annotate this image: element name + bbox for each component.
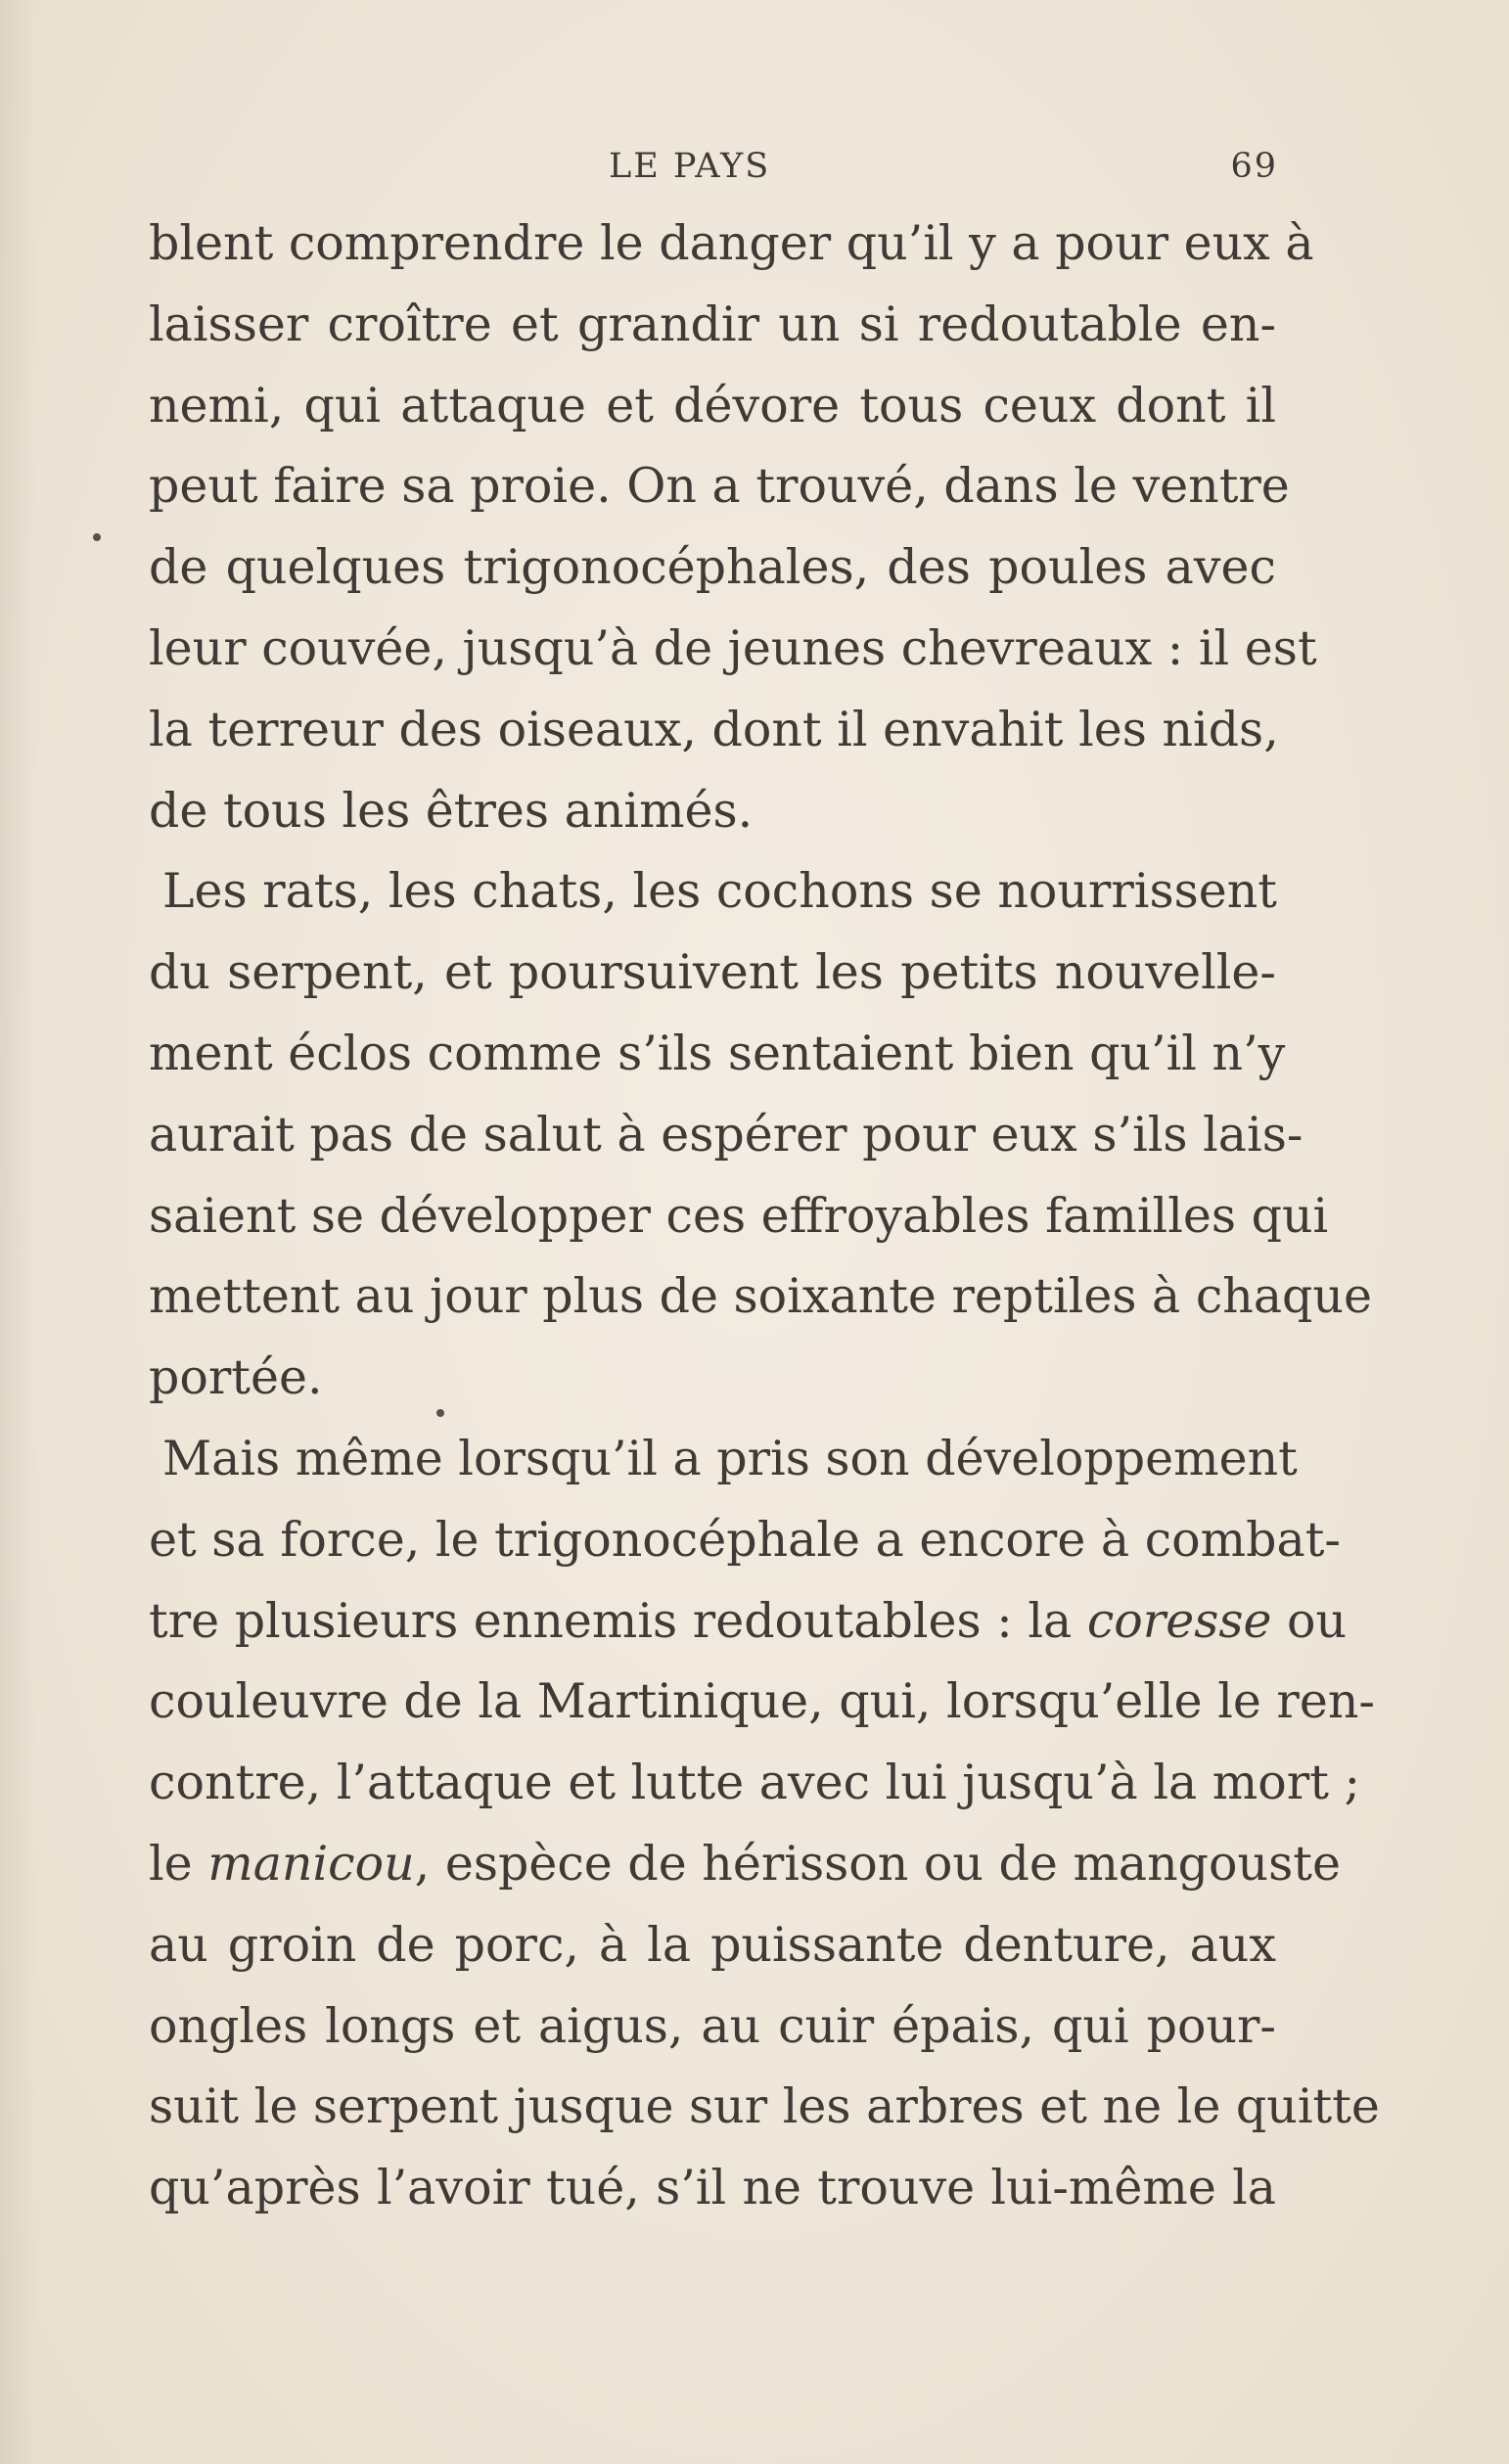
line-text: ongles longs et aigus, au cuir épais, qui pour- — [149, 1997, 1276, 2054]
text-line — [149, 1095, 1303, 1176]
text-line — [149, 771, 1276, 852]
text-line — [149, 933, 1276, 1014]
line-text: qu’après l’avoir tué, s’il ne trouve lui-même la — [149, 2160, 1276, 2216]
text-line — [149, 851, 1276, 933]
text-line — [149, 1256, 1372, 1338]
line-text: Les rats, les chats, les cochons se nourrissent — [162, 863, 1277, 920]
line-text: laisser croître et grandir un si redoutable en- — [149, 296, 1276, 352]
line-text: et sa force, le trigonocéphale a encore à combat- — [149, 1511, 1341, 1568]
line-text: couleuvre de la Martinique, qui, lorsqu’elle le ren- — [149, 1673, 1375, 1730]
text-line — [149, 690, 1279, 771]
line-text: portée. — [149, 1349, 323, 1406]
text-line — [149, 446, 1290, 527]
text-line — [149, 2067, 1380, 2148]
page-number: 69 — [1230, 147, 1278, 186]
line-text: tre plusieurs ennemis redoutables : la — [149, 1592, 1087, 1649]
text-line — [149, 1338, 1276, 1419]
line-text: mettent au jour plus de soixante reptiles à chaque — [149, 1268, 1372, 1325]
line-text: ou — [1271, 1592, 1348, 1649]
text-line — [149, 527, 1276, 609]
text-line — [149, 1500, 1341, 1581]
line-text: au groin de porc, à la puissante denture, aux — [149, 1916, 1276, 1973]
line-text: Mais même lorsqu’il a pris son développement — [162, 1430, 1298, 1486]
text-line — [149, 1176, 1329, 1257]
text-line — [149, 1581, 1348, 1663]
italic-term: coresse — [1086, 1592, 1272, 1649]
text-line — [149, 1743, 1360, 1824]
text-line — [149, 204, 1314, 285]
text-line — [149, 609, 1317, 690]
text-line — [149, 366, 1276, 447]
text-line — [149, 2148, 1276, 2229]
text-line — [149, 285, 1276, 366]
line-text: le — [149, 1835, 208, 1892]
line-text: contre, l’attaque et lutte avec lui jusqu’à la mort ; — [149, 1755, 1360, 1811]
body-text — [149, 204, 1380, 2229]
line-text: du serpent, et poursuivent les petits nouvelle- — [149, 944, 1276, 1001]
spine-shadow — [0, 0, 37, 2464]
line-text: la terreur des oiseaux, dont il envahit les nids, — [149, 701, 1279, 757]
line-text: ment éclos comme s’ils sentaient bien qu’il n’y — [149, 1025, 1286, 1081]
text-line — [149, 1824, 1341, 1905]
text-line — [149, 1419, 1298, 1500]
line-text: peut faire sa proie. On a trouvé, dans le ventre — [149, 458, 1290, 515]
line-text: de quelques trigonocéphales, des poules avec — [149, 539, 1276, 596]
italic-term: manicou — [207, 1835, 415, 1892]
line-text: leur couvée, jusqu’à de jeunes chevreaux : il est — [149, 619, 1317, 676]
text-line — [149, 1986, 1276, 2068]
line-text: suit le serpent jusque sur les arbres et ne le quitte — [149, 2078, 1380, 2135]
line-text: nemi, qui attaque et dévore tous ceux dont il — [149, 377, 1276, 433]
line-text: , espèce de hérisson ou de mangouste — [414, 1835, 1341, 1892]
text-line — [149, 1905, 1276, 1986]
ink-speck — [436, 1409, 444, 1417]
line-text: saient se développer ces effroyables familles qui — [149, 1187, 1329, 1244]
line-text: aurait pas de salut à espérer pour eux s’ils lais- — [149, 1106, 1303, 1163]
line-text: blent comprendre le danger qu’il y a pour eux à — [149, 215, 1314, 271]
line-text: de tous les êtres animés. — [149, 782, 754, 839]
text-line — [149, 1014, 1286, 1095]
text-line — [149, 1662, 1375, 1743]
page-header — [0, 147, 1509, 196]
ink-speck — [93, 533, 101, 541]
running-head: LE PAYS — [609, 147, 771, 186]
